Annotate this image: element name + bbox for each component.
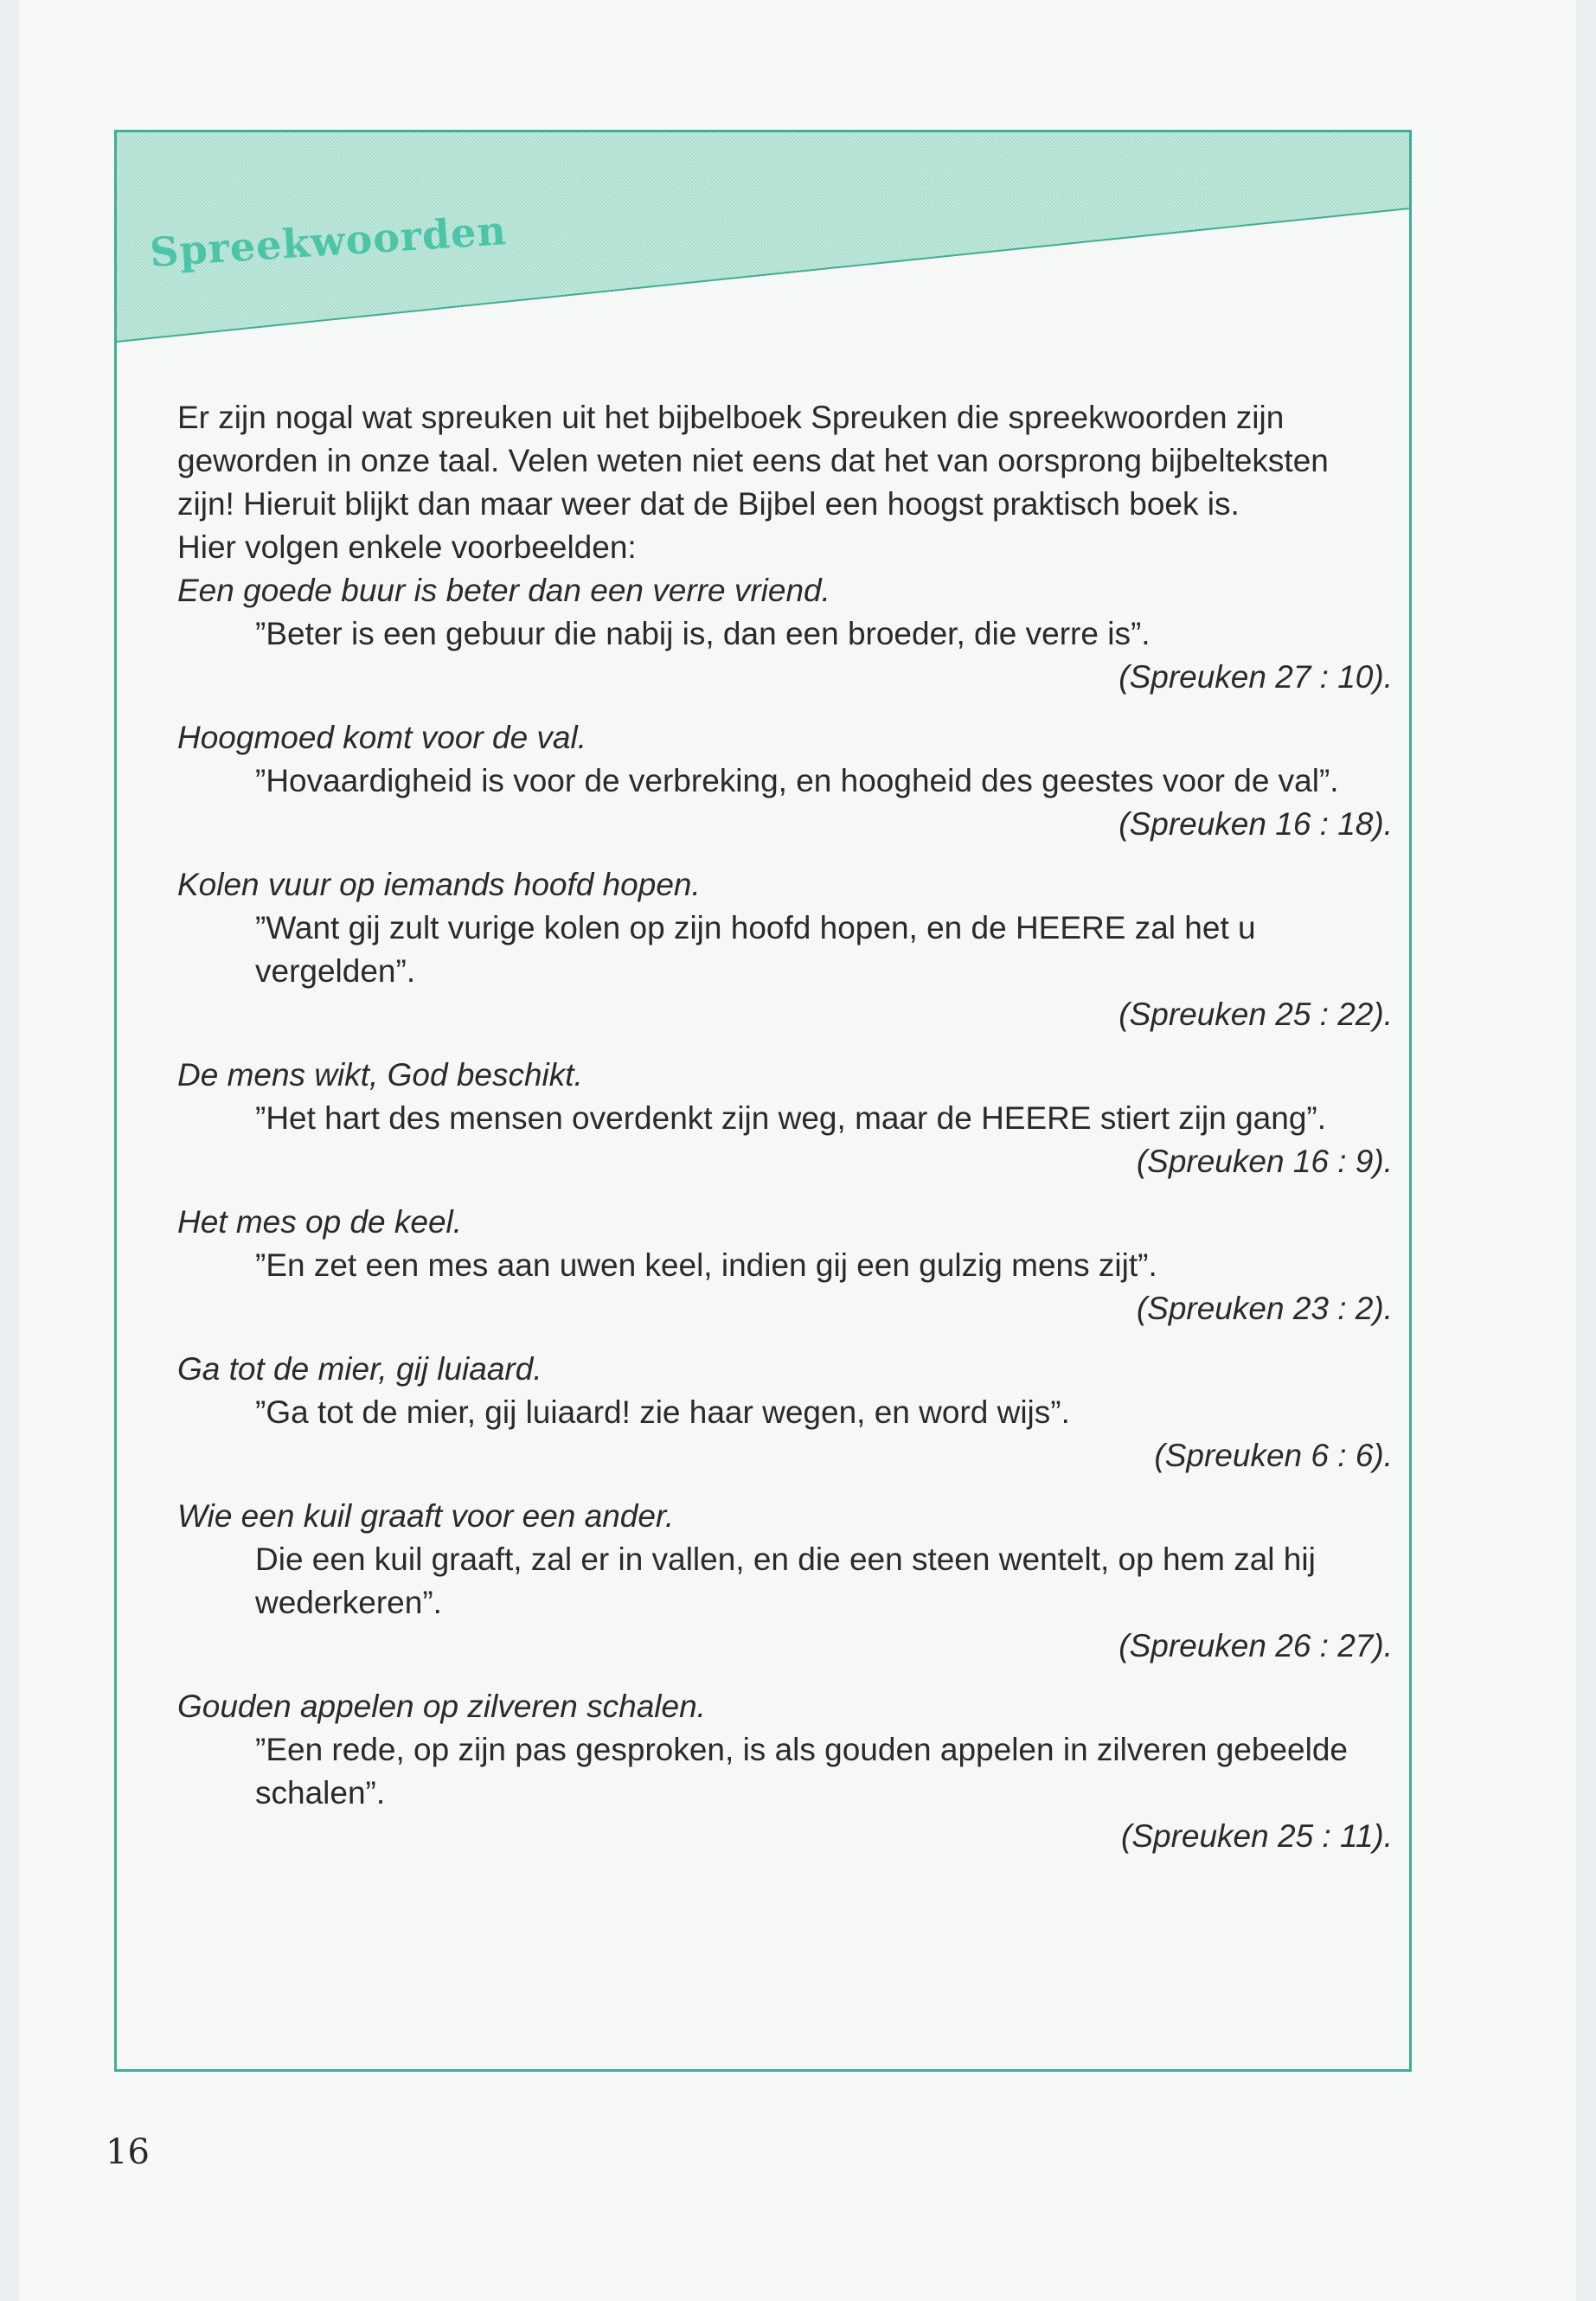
proverb-saying: Wie een kuil graaft voor een ander. bbox=[177, 1498, 675, 1534]
page-number: 16 bbox=[106, 2132, 150, 2172]
proverb-quote: ”Ga tot de mier, gij luiaard! zie haar wegen, en word wijs”. bbox=[255, 1394, 1070, 1430]
section-title: Spreekwoorden bbox=[148, 207, 509, 276]
proverb-saying: Ga tot de mier, gij luiaard. bbox=[177, 1351, 542, 1387]
proverb-reference: (Spreuken 27 : 10). bbox=[1118, 659, 1393, 695]
proverb-quote: ”Beter is een gebuur die nabij is, dan een broeder, die verre is”. bbox=[255, 616, 1151, 651]
proverb-item bbox=[177, 569, 1393, 699]
proverb-item bbox=[177, 1054, 1393, 1183]
page bbox=[19, 0, 1576, 2301]
proverb-item bbox=[177, 1685, 1393, 1858]
proverb-saying: Gouden appelen op zilveren schalen. bbox=[177, 1689, 706, 1724]
proverb-quote: ”Een rede, op zijn pas gesproken, is als gouden appelen in zilveren gebeelde schalen”. bbox=[255, 1732, 1348, 1811]
intro-paragraph: Er zijn nogal wat spreuken uit het bijbelboek Spreuken die spreekwoorden zijn geworden in onze taal. Velen weten niet eens dat het van oorsprong bijbelteksten zijn! Hieruit blijkt dan maar weer dat de Bijbel een hoogst praktisch boek is. bbox=[177, 400, 1329, 522]
proverb-quote: ”Hovaardigheid is voor de verbreking, en hoogheid des geestes voor de val”. bbox=[255, 763, 1339, 798]
proverb-saying: Hoogmoed komt voor de val. bbox=[177, 720, 587, 755]
proverb-reference: (Spreuken 25 : 22). bbox=[1118, 997, 1393, 1032]
content-box bbox=[114, 130, 1412, 2072]
proverb-quote: ”Het hart des mensen overdenkt zijn weg, maar de HEERE stiert zijn gang”. bbox=[255, 1100, 1327, 1136]
content-body bbox=[177, 396, 1393, 1858]
proverb-reference: (Spreuken 26 : 27). bbox=[1118, 1628, 1393, 1663]
proverb-item bbox=[177, 1348, 1393, 1477]
intro bbox=[177, 396, 1393, 569]
proverb-quote: ”Want gij zult vurige kolen op zijn hoofd hopen, en de HEERE zal het u vergelden”. bbox=[255, 910, 1256, 989]
proverb-quote: Die een kuil graaft, zal er in vallen, en die een steen wentelt, op hem zal hij wederkeren”. bbox=[255, 1541, 1316, 1620]
proverb-reference: (Spreuken 25 : 11). bbox=[1121, 1818, 1393, 1854]
proverb-reference: (Spreuken 16 : 18). bbox=[1118, 806, 1393, 842]
proverb-saying: De mens wikt, God beschikt. bbox=[177, 1057, 583, 1093]
proverb-item bbox=[177, 1201, 1393, 1330]
proverb-reference: (Spreuken 6 : 6). bbox=[1154, 1438, 1393, 1473]
intro-lead: Hier volgen enkele voorbeelden: bbox=[177, 529, 637, 565]
proverb-saying: Een goede buur is beter dan een verre vriend. bbox=[177, 573, 830, 608]
proverb-item bbox=[177, 1495, 1393, 1668]
proverb-reference: (Spreuken 23 : 2). bbox=[1136, 1291, 1393, 1326]
proverb-quote: ”En zet een mes aan uwen keel, indien gij een gulzig mens zijt”. bbox=[255, 1247, 1157, 1283]
proverb-saying: Kolen vuur op iemands hoofd hopen. bbox=[177, 867, 701, 902]
proverb-saying: Het mes op de keel. bbox=[177, 1204, 463, 1240]
proverb-reference: (Spreuken 16 : 9). bbox=[1136, 1144, 1393, 1179]
proverb-item bbox=[177, 716, 1393, 846]
proverb-item bbox=[177, 863, 1393, 1036]
